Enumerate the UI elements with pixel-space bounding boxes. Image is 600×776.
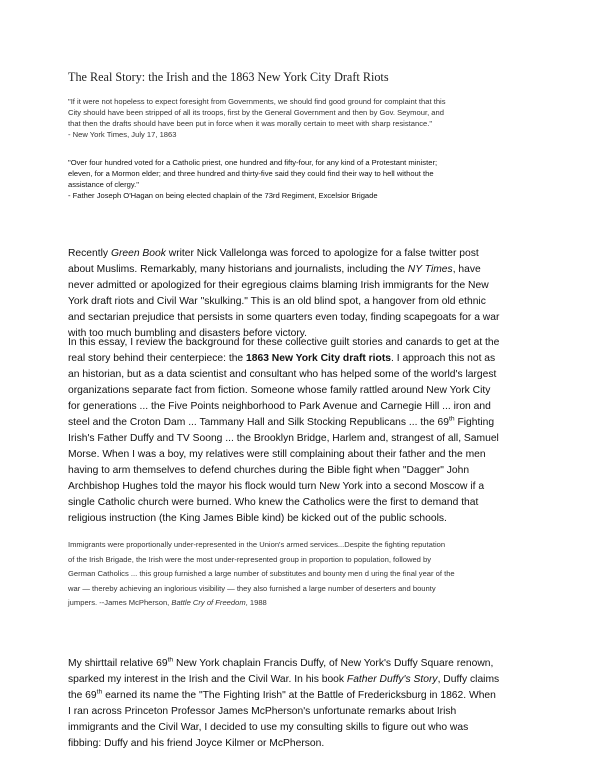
paragraph-line [68,351,540,367]
draft-riots-emphasis: 1863 New York City draft riots [246,353,391,364]
paragraph-line [68,262,540,278]
text-span: the 69 [68,690,97,701]
paragraph-line: Morse. When I was a boy, my relatives were still complaining about their father and the men [68,449,486,460]
paragraph-line: single Catholic church were burned. Who knew the Catholics were the first to demand that [68,497,479,508]
text-span: about Muslims. Remarkably, many historians and journalists, including the [68,264,408,275]
paragraph-line: I ran across Princeton Professor James McPherson's unfortunate remarks about Irish [68,706,457,717]
text-span: New York chaplain Francis Duffy, of New York's Duffy Square renown, [173,658,494,669]
paragraph-line [68,656,540,672]
text-span: jumpers. --James McPherson, [68,598,172,607]
paragraph-line: an historian, but as a data scientist and consultant who has helped some of the world's largest [68,369,497,380]
paragraph-duffy [68,656,540,752]
document-title: The Real Story: the Irish and the 1863 New York City Draft Riots [68,70,389,84]
paragraph-line: fibbing: Duffy and his friend Joyce Kilmer or McPherson. [68,738,325,749]
times-quote-line-3: that then the drafts should have been put in force when it was morally certain to meet with sharp resistance." [68,119,433,128]
ordinal-suffix: th [96,688,103,696]
book-title-green-book: Green Book [110,248,166,259]
ohagan-quote-attribution: - Father Joseph O'Hagan on being elected chaplain of the 73rd Regiment, Excelsior Brigade [68,191,378,200]
ohagan-quote [68,157,540,201]
times-quote-line-2: City should have been stripped of all its troops, first by the General Government and then by Gov. Seymour, and [68,108,444,117]
paragraph-line: organizations separate fact from fiction. Someone whose family rattled around New York City [68,385,491,396]
paragraph-line: having to arm themselves to defend churches during the Bible fight when "Dagger" John [68,465,470,476]
paragraph-line: and sectarian prejudice that persists in some quarters even today, finding scapegoats for a war [68,312,500,323]
text-span: , Duffy claims [437,674,500,685]
text-span: writer Nick Vallelonga was forced to apologize for a false twitter post [165,248,479,259]
times-quote-attribution: - New York Times, July 17, 1863 [68,130,177,139]
text-span: . I approach this not as [391,353,496,364]
text-span: sparked my interest in the Irish and the Civil War. In his book [68,674,347,685]
paragraph-line: Irish's Father Duffy and TV Soong ... the Brooklyn Bridge, Harlem and, strangest of all, Samuel [68,433,499,444]
ohagan-quote-line-2: eleven, for a Mormon elder; and three hundred and thirty-five said they could find their way to hell without the [68,169,434,178]
paragraph-line: Archbishop Hughes told the mayor his flock would turn New York into a second Moscow if a [68,481,485,492]
paragraph-line: York draft riots and Civil War "skulking." This is an old blind spot, a hangover from old ethnic [68,296,486,307]
paragraph-line [68,688,540,704]
mcpherson-quote-line: war — thereby achieving an inglorious visibility — they also furnished a large number of deserters and bounty [68,583,436,593]
paragraph-intro [68,246,540,342]
paragraph-line [68,246,540,262]
times-quote [68,96,540,140]
ordinal-suffix: th [167,656,174,664]
paragraph-line: In this essay, I review the background for these collective guilt stories and canards to get at the [68,337,500,348]
mcpherson-quote [68,538,540,611]
ordinal-suffix: th [449,415,455,423]
paragraph-line: immigrants and the Civil War, I decided to use my consulting skills to figure out who was [68,722,469,733]
mcpherson-quote-attribution [68,596,540,611]
ohagan-quote-line-1: "Over four hundred voted for a Catholic priest, one hundred and fifty-four, for any kind of a Protestant minister; [68,158,438,167]
text-span: , 1988 [245,598,267,607]
paragraph-line: never admitted or apologized for their egregious claims blaming Irish immigrants for the New [68,280,489,291]
text-span: real story behind their centerpiece: the [68,353,247,364]
paragraph-line [68,415,540,431]
mcpherson-quote-line: Immigrants were proportionally under-represented in the Union's armed services...Despite the fighting reputation [68,540,446,549]
mcpherson-quote-line: of the Irish Brigade, the Irish were the most under-represented group in proportion to population, followed by [68,554,432,564]
text-span: Fighting [454,417,495,428]
text-span: , have [452,264,481,275]
mcpherson-quote-line: German Catholics ... this group furnished a large number of substitutes and bounty men d uring the final year of the [68,569,455,578]
paragraph-essay-overview [68,335,540,527]
publication-ny-times: NY Times [407,264,453,275]
ohagan-quote-line-3: assistance of clergy." [68,180,139,189]
book-title-father-duffy: Father Duffy's Story [346,674,438,685]
text-span: steel and the Croton Dam ... Tammany Hall and Silk Stocking Republicans ... the 69 [68,417,449,428]
paragraph-line [68,672,540,688]
paragraph-line: religious instruction (the King James Bible kind) be kicked out of the public schools. [68,513,447,524]
text-span: Recently [68,248,111,259]
book-title-battle-cry: Battle Cry of Freedom [171,598,246,607]
paragraph-line: with too much bumbling and disasters before victory. [68,328,308,339]
times-quote-line-1: "If it were not hopeless to expect foresight from Governments, we should find good ground for complaint that this [68,97,446,106]
paragraph-line: for generations ... the Five Points neighborhood to Park Avenue and Carnegie Hill ... iron and [68,401,491,412]
text-span: earned its name the "The Fighting Irish" at the Battle of Fredericksburg in 1862. When [102,690,496,701]
text-span: My shirttail relative 69 [68,658,168,669]
